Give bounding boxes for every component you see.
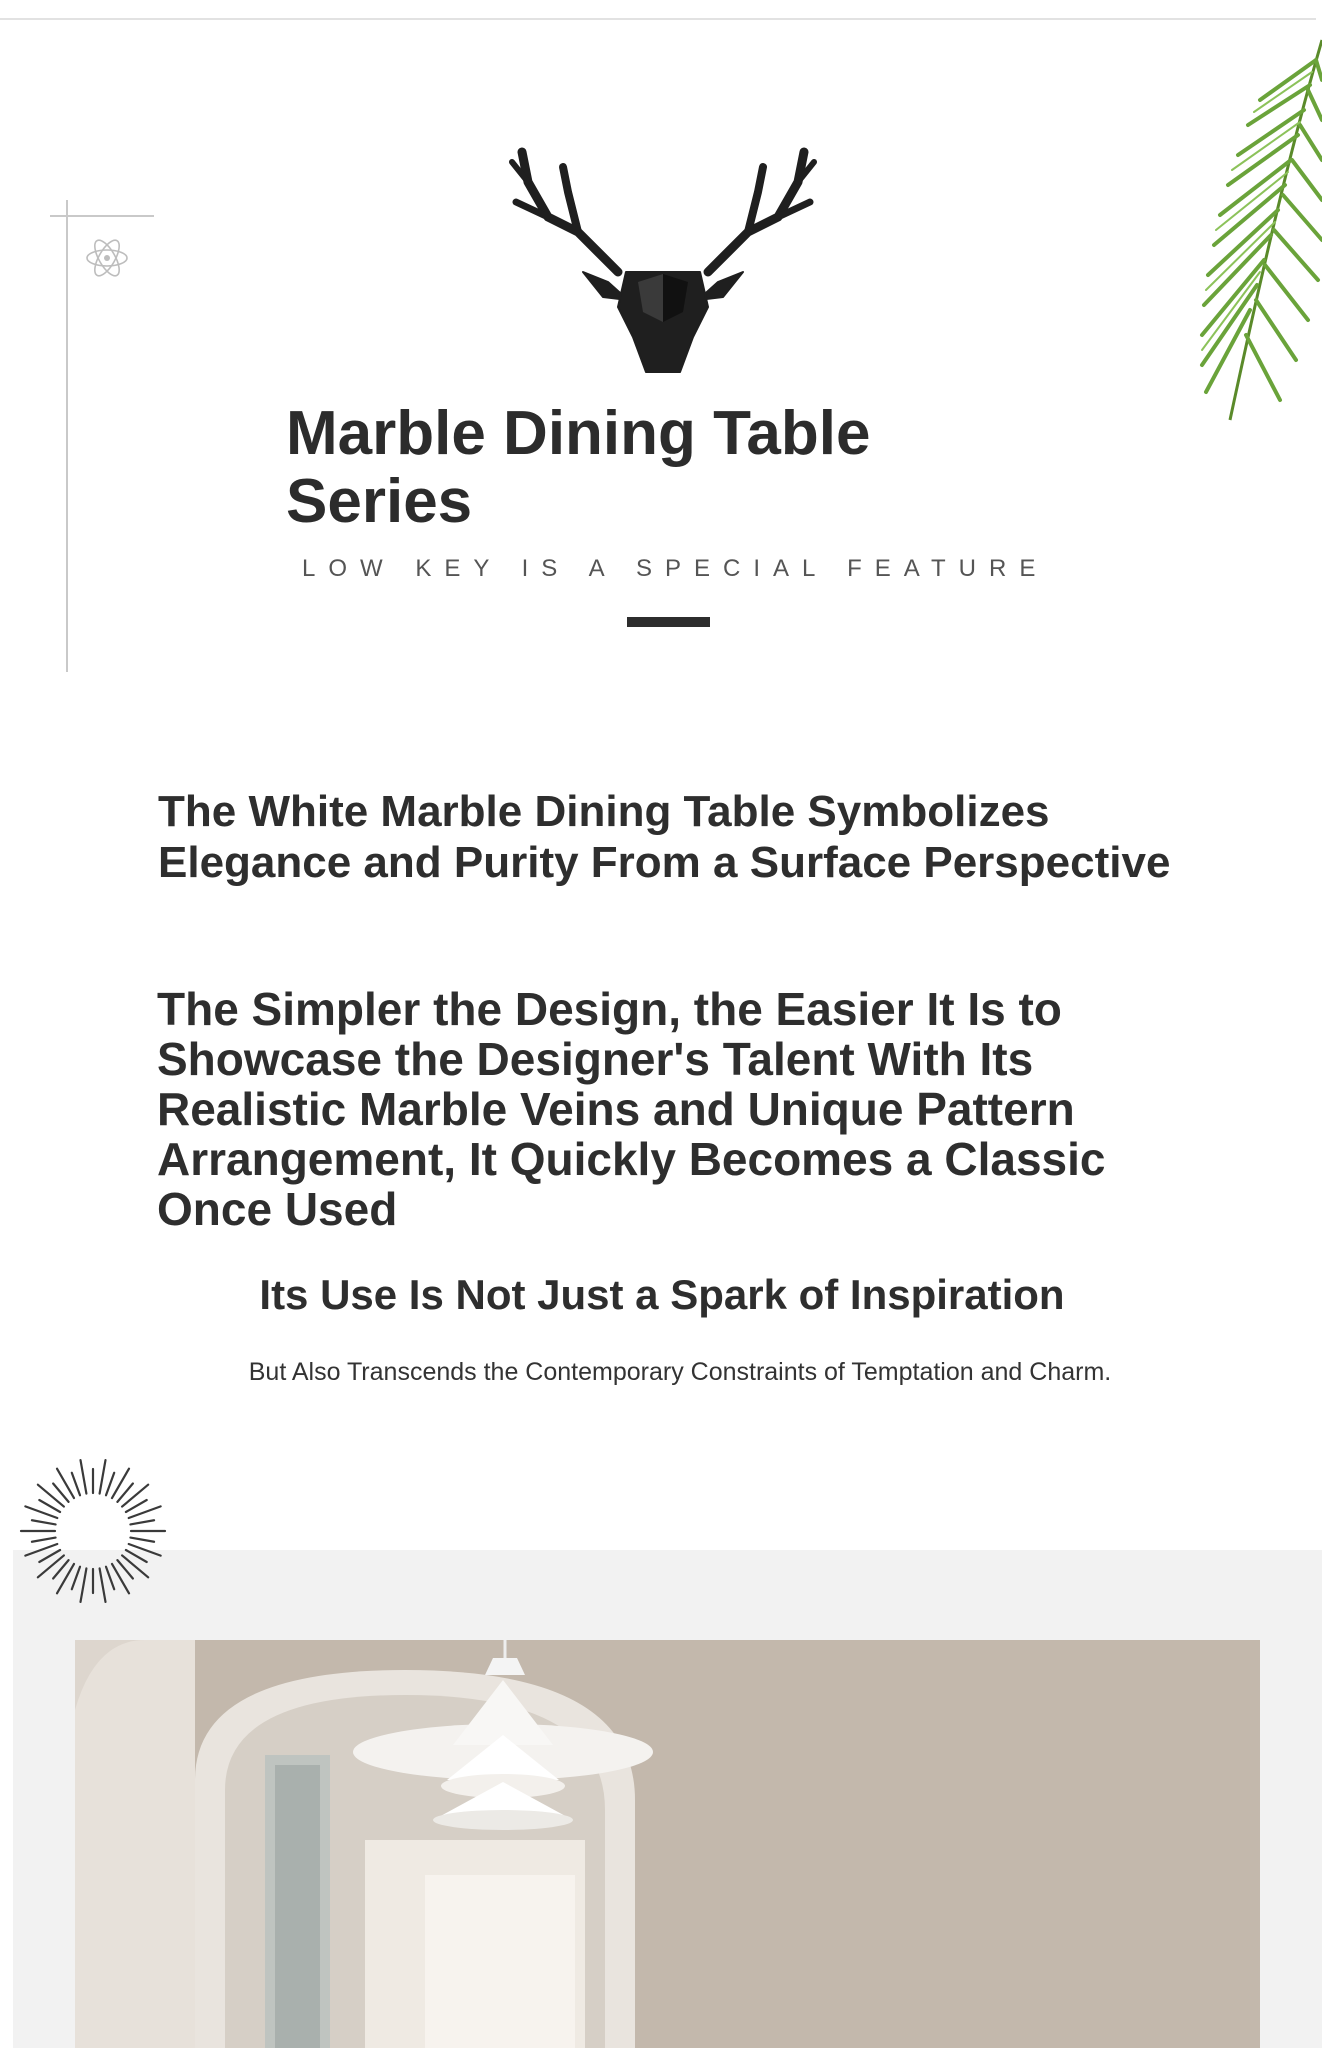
atom-icon xyxy=(84,235,130,281)
sunburst-ray xyxy=(80,1460,86,1493)
sunburst-ray xyxy=(100,1568,106,1601)
sunburst-ray xyxy=(130,1520,154,1524)
paragraph-inspiration: Its Use Is Not Just a Spark of Inspiration xyxy=(259,1271,1065,1318)
sunburst-ray xyxy=(130,1538,154,1542)
sunburst-ray xyxy=(38,1555,64,1577)
decor-horizontal-line xyxy=(50,215,154,217)
sunburst-ray xyxy=(100,1460,106,1493)
title-underline xyxy=(627,617,710,627)
palm-leaf-icon xyxy=(1140,30,1322,430)
sunburst-ray xyxy=(106,1567,114,1590)
decor-vertical-line xyxy=(66,200,68,672)
sunburst-ray xyxy=(80,1568,86,1601)
paragraph-design: The Simpler the Design, the Easier It Is to Showcase the Designer's Talent With Its Realistic Marble Veins and Unique Pattern Arrangement, It Quickly Becomes a Classic Once Used xyxy=(157,983,1106,1235)
page-title: Marble Dining Table Series xyxy=(286,399,871,536)
paragraph-charm: But Also Transcends the Contemporary Constraints of Temptation and Charm. xyxy=(248,1358,1112,1386)
sunburst-ray xyxy=(72,1567,80,1590)
sunburst-icon xyxy=(18,1456,168,1606)
page-subtitle: LOW KEY IS A SPECIAL FEATURE xyxy=(302,555,1049,582)
top-divider xyxy=(0,18,1316,20)
sunburst-ray xyxy=(122,1555,148,1577)
sunburst-ray xyxy=(32,1538,56,1542)
sunburst-ray xyxy=(122,1485,148,1507)
room-photo xyxy=(75,1640,1260,2048)
sunburst-ray xyxy=(72,1473,80,1496)
sunburst-ray xyxy=(106,1473,114,1496)
sunburst-ray xyxy=(38,1485,64,1507)
stag-head-icon xyxy=(508,122,818,378)
paragraph-elegance: The White Marble Dining Table Symbolizes Elegance and Purity From a Surface Perspective xyxy=(158,787,1171,887)
sunburst-ray xyxy=(32,1520,56,1524)
